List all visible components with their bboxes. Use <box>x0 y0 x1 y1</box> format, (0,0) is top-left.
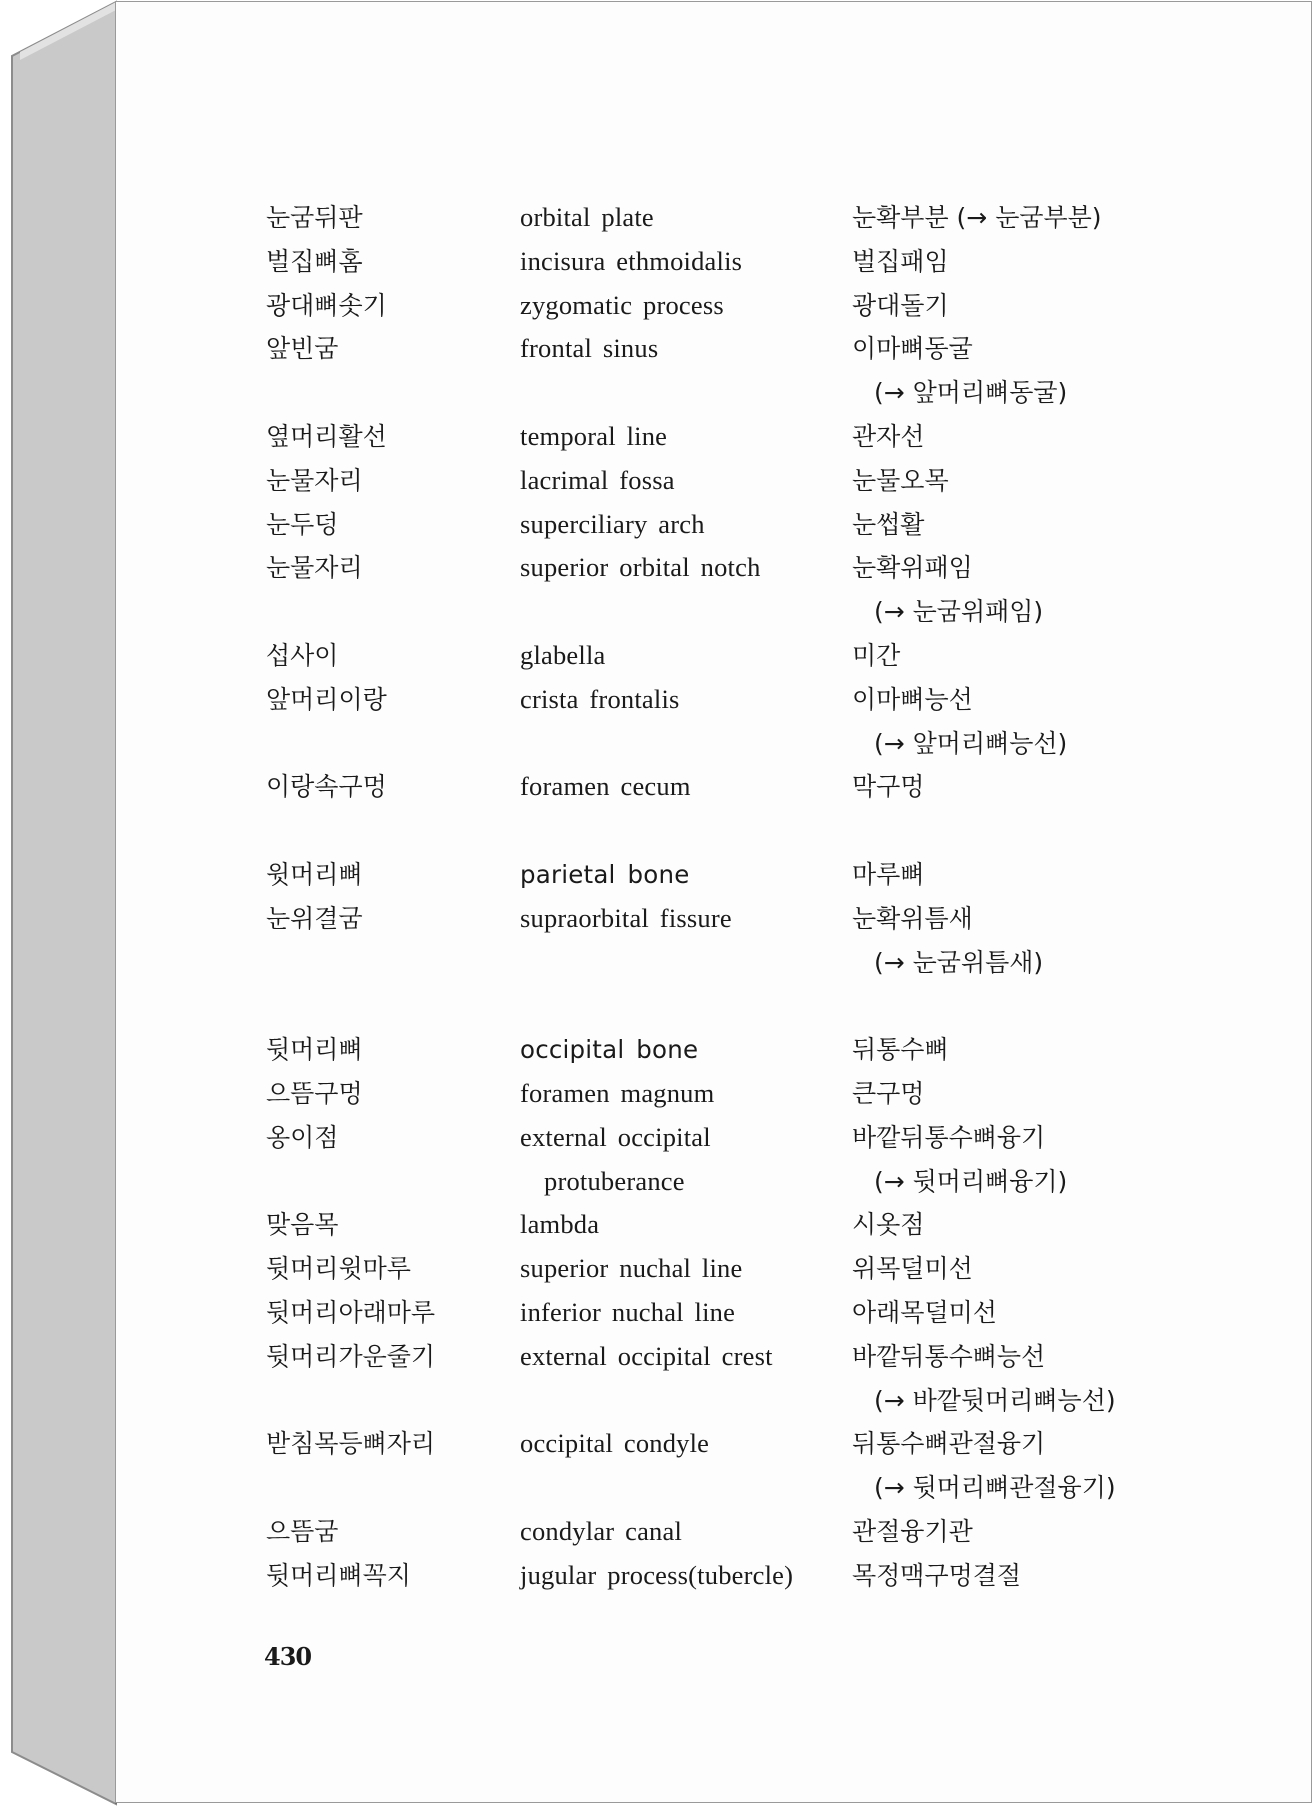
glossary-entry <box>266 546 1266 634</box>
term-english: jugular process(tubercle) <box>520 1559 794 1590</box>
glossary-entry <box>266 503 1266 547</box>
term-korean: 바깥뒤통수뼈능선 <box>852 1341 1046 1371</box>
term-english: zygomatic process <box>520 289 724 320</box>
glossary-entry <box>266 240 1266 284</box>
term-english: occipital condyle <box>520 1428 710 1459</box>
term-old-korean: 뒷머리윗마루 <box>266 1254 411 1284</box>
term-old-korean: 섭사이 <box>266 640 339 670</box>
term-english: incisura ethmoidalis <box>520 245 743 276</box>
term-english: superior orbital notch <box>520 552 761 583</box>
term-old-korean: 뒷머리뼈꼭지 <box>266 1560 411 1590</box>
glossary-entry <box>266 1422 1266 1510</box>
term-english: parietal bone <box>520 859 690 889</box>
glossary-entry <box>266 1028 1266 1072</box>
term-korean-note: (→ 앞머리뼈동굴) <box>874 378 1068 408</box>
term-korean: 관자선 <box>852 421 925 451</box>
glossary-entry <box>266 1247 1266 1291</box>
glossary-entry <box>266 1072 1266 1116</box>
term-korean-note: (→ 뒷머리뼈융기) <box>874 1166 1068 1196</box>
term-old-korean: 윗머리뼈 <box>266 859 363 889</box>
term-korean: 광대돌기 <box>852 290 949 320</box>
glossary-entry <box>266 1510 1266 1554</box>
term-english: orbital plate <box>520 202 654 232</box>
term-korean: 눈썹활 <box>852 509 925 539</box>
section-gap <box>266 984 1266 1028</box>
term-english: external occipital <box>520 1121 711 1152</box>
term-korean: 이마뼈능선 <box>852 684 973 714</box>
term-english: lacrimal fossa <box>520 464 675 495</box>
glossary-entry <box>266 678 1266 766</box>
term-korean: 아래목덜미선 <box>852 1297 997 1327</box>
glossary-entry <box>266 1291 1266 1335</box>
term-korean: 위목덜미선 <box>852 1254 973 1284</box>
glossary-entry <box>266 1554 1266 1598</box>
term-old-korean: 뒷머리가운줄기 <box>266 1341 436 1371</box>
term-english: external occipital crest <box>520 1340 773 1371</box>
term-korean: 벌집패임 <box>852 246 949 276</box>
glossary-entry <box>266 765 1266 809</box>
glossary-entry <box>266 1335 1266 1423</box>
glossary-entry <box>266 1203 1266 1247</box>
term-old-korean: 광대뼈솟기 <box>266 290 387 320</box>
glossary-entry <box>266 1116 1266 1204</box>
term-old-korean: 눈물자리 <box>266 553 363 583</box>
term-old-korean: 뒷머리아래마루 <box>266 1297 436 1327</box>
term-english: inferior nuchal line <box>520 1296 736 1327</box>
term-korean: 큰구멍 <box>852 1078 925 1108</box>
term-english: superior nuchal line <box>520 1253 743 1284</box>
glossary-entry <box>266 634 1266 678</box>
term-english: temporal line <box>520 420 668 451</box>
term-korean: 뒤통수뼈관절융기 <box>852 1429 1046 1459</box>
term-old-korean: 눈두덩 <box>266 509 339 539</box>
glossary-entry <box>266 284 1266 328</box>
page-number: 430 <box>264 1642 312 1671</box>
book-page <box>116 2 1311 1802</box>
glossary-entry <box>266 459 1266 503</box>
term-korean-note: (→ 바깥뒷머리뼈능선) <box>874 1385 1116 1415</box>
glossary-entry <box>266 196 1266 240</box>
term-korean: 시옷점 <box>852 1210 925 1240</box>
term-english: supraorbital fissure <box>520 902 732 933</box>
term-old-korean: 뒷머리뼈 <box>266 1035 363 1065</box>
term-korean: 눈확위틈새 <box>852 903 973 933</box>
glossary-entry <box>266 897 1266 985</box>
glossary-entry <box>266 853 1266 897</box>
term-old-korean: 앞머리이랑 <box>266 684 387 714</box>
term-old-korean: 눈위결굼 <box>266 903 363 933</box>
term-korean: 눈확부분 (→ 눈굼부분) <box>852 203 1102 232</box>
term-old-korean: 받침목등뼈자리 <box>266 1429 436 1459</box>
term-english: glabella <box>520 639 606 670</box>
term-korean-note: (→ 눈굼위패임) <box>874 597 1044 627</box>
term-korean-note: (→ 앞머리뼈능선) <box>874 728 1068 758</box>
term-korean: 이마뼈동굴 <box>852 334 973 364</box>
term-english-continued: protuberance <box>544 1165 685 1196</box>
term-korean: 뒤통수뼈 <box>852 1035 949 1065</box>
term-english: superciliary arch <box>520 508 705 539</box>
term-korean: 관절융기관 <box>852 1516 973 1546</box>
term-english: occipital bone <box>520 1035 699 1065</box>
term-old-korean: 맞음목 <box>266 1210 339 1240</box>
term-korean-note: (→ 눈굼위틈새) <box>874 947 1044 977</box>
term-old-korean: 옆머리활선 <box>266 421 387 451</box>
term-old-korean: 앞빈굼 <box>266 334 339 364</box>
term-korean: 목정맥구멍결절 <box>852 1560 1022 1590</box>
term-old-korean: 벌집뼈홈 <box>266 246 363 276</box>
glossary-table <box>266 196 1266 1598</box>
term-korean: 눈확위패임 <box>852 553 973 583</box>
term-korean: 미간 <box>852 640 901 670</box>
term-old-korean: 이랑속구멍 <box>266 772 387 802</box>
term-korean: 막구멍 <box>852 772 925 802</box>
glossary-entry <box>266 415 1266 459</box>
term-old-korean: 눈굼뒤판 <box>266 203 363 232</box>
term-old-korean: 으뜸굼 <box>266 1516 339 1546</box>
term-english: condylar canal <box>520 1515 683 1546</box>
term-english: lambda <box>520 1209 600 1240</box>
term-english: frontal sinus <box>520 333 659 364</box>
term-english: foramen magnum <box>520 1077 715 1108</box>
term-old-korean: 눈물자리 <box>266 465 363 495</box>
term-korean-note: (→ 뒷머리뼈관절융기) <box>874 1473 1116 1503</box>
term-korean: 바깥뒤통수뼈융기 <box>852 1122 1046 1152</box>
term-old-korean: 옹이점 <box>266 1122 339 1152</box>
section-gap <box>266 809 1266 853</box>
term-korean: 마루뼈 <box>852 859 925 889</box>
term-english: foramen cecum <box>520 771 691 802</box>
term-korean: 눈물오목 <box>852 465 949 495</box>
term-old-korean: 으뜸구멍 <box>266 1078 363 1108</box>
glossary-entry <box>266 327 1266 415</box>
term-english: crista frontalis <box>520 683 680 714</box>
